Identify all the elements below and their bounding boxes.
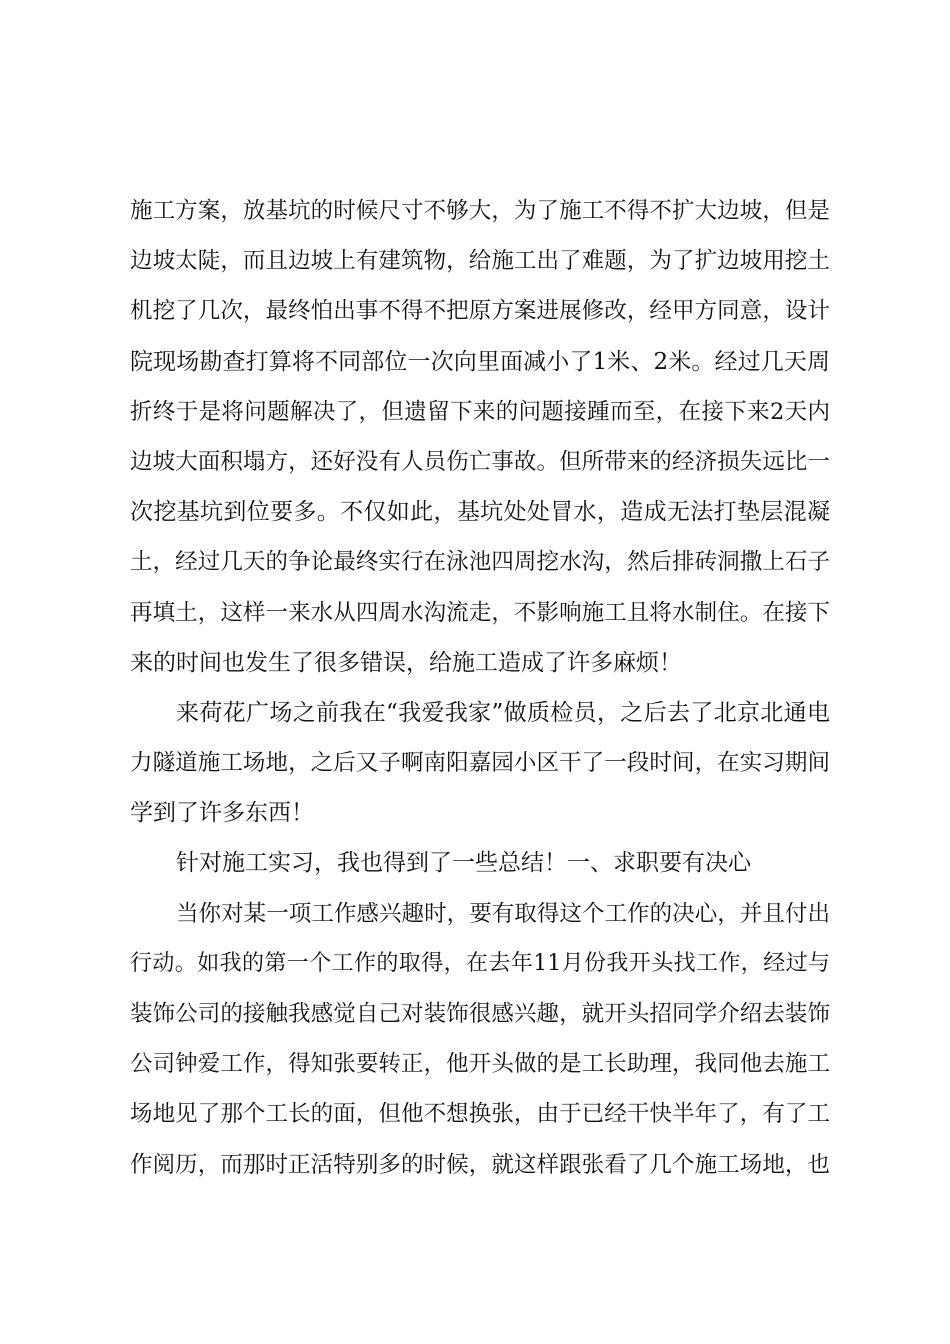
body-text [130,186,830,1190]
text-line: 公司钟爱工作，得知张要转正，他开头做的是工长助理，我同他去施工 [130,1051,830,1078]
text-line: 针对施工实习，我也得到了一些总结！一、求职要有决心 [176,850,751,877]
text-line: 装饰公司的接触我感觉自己对装饰很感兴趣，就开头招同学介绍去装饰 [130,1001,830,1027]
text-line: 当你对某一项工作感兴趣时，要有取得这个工作的决心，并且付出 [176,900,830,927]
text-line: 学到了许多东西！ [130,800,314,827]
text-line: 再填土，这样一来水从四周水沟流走，不影响施工且将水制住。在接下 [130,599,830,626]
text-line: 作阅历，而那时正活特别多的时候，就这样跟张看了几个施工场地，也 [130,1151,830,1178]
text-line: 力隧道施工场地，之后又子啊南阳嘉园小区干了一段时间，在实习期间 [130,750,830,777]
text-line: 边坡大面积塌方，还好没有人员伤亡事故。但所带来的经济损失远比一 [130,448,830,475]
text-line: 次挖基坑到位要多。不仅如此，基坑处处冒水，造成无法打垫层混凝 [130,499,830,526]
text-line: 边坡太陡，而且边坡上有建筑物，给施工出了难题，为了扩边坡用挖土 [130,248,830,275]
text-line: 机挖了几次，最终怕出事不得不把原方案进展修改，经甲方同意，设计 [130,298,830,325]
text-line: 土，经过几天的争论最终实行在泳池四周挖水沟，然后排砖洞撒上石子 [130,549,830,576]
text-line: 场地见了那个工长的面，但他不想换张，由于已经干快半年了，有了工 [130,1101,830,1128]
text-line: 折终于是将问题解决了，但遗留下来的问题接踵而至，在接下来2天内 [130,398,830,425]
text-line: 院现场勘查打算将不同部位一次向里面减小了1米、2米。经过几天周 [130,348,830,375]
text-line: 来荷花广场之前我在“我爱我家”做质检员，之后去了北京北通电 [176,699,830,726]
text-line: 行动。如我的第一个工作的取得，在去年11月份我开头找工作，经过与 [130,950,830,976]
text-line: 来的时间也发生了很多错误，给施工造成了许多麻烦！ [130,649,682,676]
text-line: 施工方案，放基坑的时候尺寸不够大，为了施工不得不扩大边坡，但是 [130,198,830,224]
